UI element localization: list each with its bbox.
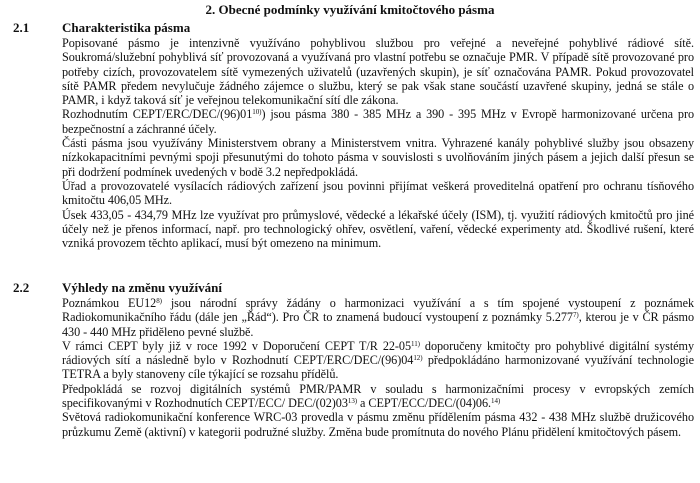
paragraph-text: Úřad a provozovatelé vysílacích rádiových zařízení jsou povinni přijímat veškerá proveditelná opatření pro ochranu tísňového kmitočtu 406,05 MHz. bbox=[62, 178, 694, 208]
paragraph-text: Rozhodnutím CEPT/ERC/DEC/(96)01 bbox=[62, 107, 253, 122]
section-body bbox=[62, 296, 694, 439]
paragraph bbox=[62, 36, 694, 107]
footnote-ref: 14) bbox=[491, 397, 501, 406]
chapter-heading: 2. Obecné podmínky využívání kmitočtového pásma bbox=[205, 2, 495, 17]
paragraph-text: Světová radiokomunikační konference WRC-03 provedla v pásmu změnu přídělením pásma 432 - 438 MHz službě družicového průzkumu Země (aktivní) v kategorii podružné služby. Změna bude promítnuta do nového Plánu přidělení kmitočtových pásem. bbox=[62, 410, 694, 439]
paragraph bbox=[62, 382, 694, 411]
paragraph bbox=[62, 136, 694, 179]
paragraph-text: jsou národní správy žádány o harmonizaci využívání a s tím spojené vystoupení z poznámek Radiokomunikačního řádu (dále jen „Řád“). Pro ČR to znamená budoucí vystoupení z poznámky 5.277 bbox=[62, 296, 695, 325]
paragraph bbox=[62, 339, 694, 382]
section-number: 2.1 bbox=[13, 20, 30, 35]
paragraph bbox=[62, 410, 694, 439]
paragraph-text: Předpokládá se rozvoj digitálních systémů PMR/PAMR v souladu s harmonizačními procesy v evropských zemích specifikovanými v Rozhodnutích CEPT/ECC/ DEC/(02)03 bbox=[62, 381, 694, 411]
paragraph-text: Úsek 433,05 - 434,79 MHz lze využívat pro průmyslové, vědecké a lékařské účely (ISM), tj. využití rádiových kmitočtů pro jiné účely než je přenos informací, např. pro technologický ohřev, osvětlení, vaření, vědecké experimenty atd. Škodlivé rušení, které vzniká provozem těchto aplikací, musí být omezeno na minimum. bbox=[62, 207, 694, 251]
section-body bbox=[62, 36, 694, 250]
footnote-ref: 7) bbox=[572, 311, 579, 320]
footnote-ref: 13) bbox=[347, 397, 358, 406]
footnote-ref: 12) bbox=[413, 354, 423, 363]
paragraph bbox=[62, 107, 694, 136]
paragraph bbox=[62, 179, 694, 208]
paragraph bbox=[62, 208, 694, 251]
paragraph-text: doporučeny kmitočty pro pohyblivé digitální systémy rádiových sítí a následně bylo v Rozhodnutí CEPT/ERC/DEC/(96)04 bbox=[62, 338, 695, 368]
footnote-ref: 10) bbox=[252, 108, 262, 117]
section-title: Výhledy na změnu využívání bbox=[62, 280, 222, 295]
footnote-ref: 8) bbox=[156, 297, 162, 305]
paragraph-text: V rámci CEPT byly již v roce 1992 v Doporučení CEPT T/R 22-05 bbox=[62, 338, 412, 353]
paragraph-text: Poznámkou EU12 bbox=[62, 296, 157, 310]
paragraph-text: předpokládáno harmonizované využívání technologie TETRA a byly stanoveny cíle týkající se rozsahu přídělů. bbox=[62, 353, 694, 382]
section-title: Charakteristika pásma bbox=[62, 20, 191, 35]
section-number: 2.2 bbox=[13, 280, 30, 295]
paragraph-text: , kterou je v ČR pásmo 430 - 440 MHz přiděleno pevné službě. bbox=[62, 310, 694, 339]
footnote-ref: 11) bbox=[411, 339, 420, 348]
paragraph-text: Popisované pásmo je intenzivně využíváno pohyblivou službou pro veřejné a neveřejné pohyblivé rádiové sítě. Soukromá/služební pohyblivá síť provozovaná a využívaná pro vlastní potřebu se označuje PMR. V případě sítě provozované pro potřeby cizích, provozovatelem sítě vymezených uživatelů (uzavřených skupin), je síť označována PAMR. Pokud provozovatel sítě PAMR předem nevylučuje žádného zájemce o službu, který se pak však stane součástí uzavřené skupiny, jedná se stále o PAMR, i když taková síť je veřejnou telekomunikační sítí dle zákona. bbox=[62, 36, 694, 108]
paragraph-text: ) jsou pásma 380 - 385 MHz a 390 - 395 MHz v Evropě harmonizované určena pro bezpečnostní a záchranné účely. bbox=[62, 107, 694, 136]
paragraph-text: Části pásma jsou využívány Ministerstvem obrany a Ministerstvem vnitra. Vyhrazené kanály pohyblivé služby jsou obsazeny nízkokapacitními pevnými spoji přesunutými do tohoto pásma v souvislosti s uvolňováním jiných pásem a jejich další přesun se při dodržení podmínek uvedených v bodě 3.2 nepředpokládá. bbox=[62, 136, 694, 179]
paragraph-text: a CEPT/ECC/DEC/(04)06. bbox=[357, 396, 491, 411]
paragraph bbox=[62, 296, 694, 339]
